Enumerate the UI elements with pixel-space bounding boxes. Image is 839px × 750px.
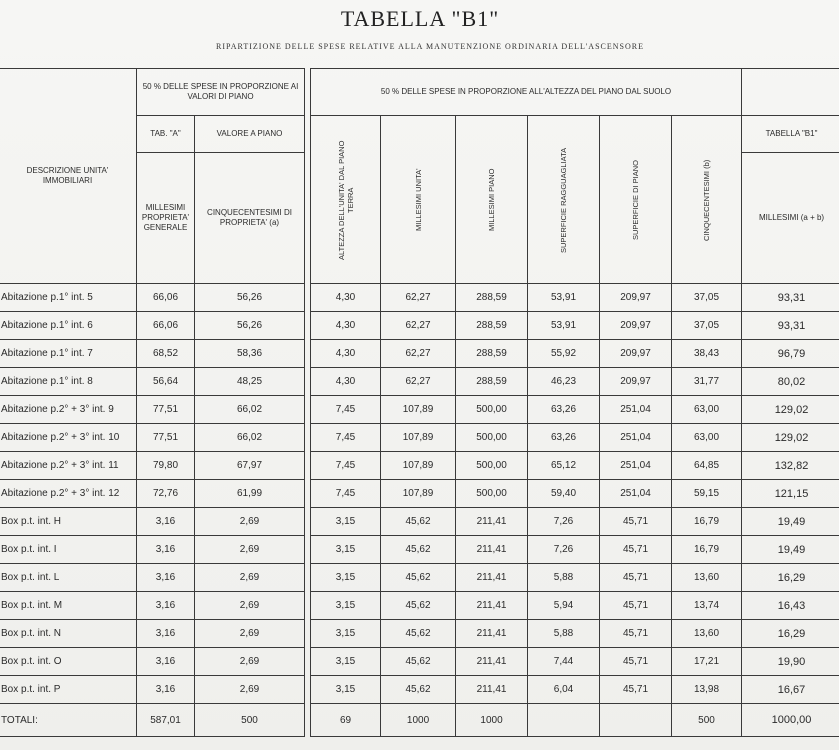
cell-sr: 53,91 xyxy=(528,284,600,312)
cell-cb: 16,79 xyxy=(672,536,742,564)
cell-mpg: 56,64 xyxy=(137,368,195,396)
row-description: Box p.t. int. P xyxy=(0,676,137,704)
cell-mu: 45,62 xyxy=(381,648,456,676)
header-empty-corner xyxy=(742,69,839,116)
cell-alt: 3,15 xyxy=(311,536,381,564)
row-description: Abitazione p.2° + 3° int. 10 xyxy=(0,424,137,452)
cell-alt: 4,30 xyxy=(311,368,381,396)
table-row xyxy=(0,424,839,452)
cell-sp: 209,97 xyxy=(600,284,672,312)
header-cinquecentesimi: CINQUECENTESIMI DI PROPRIETA' (a) xyxy=(195,153,305,284)
cell-mu: 62,27 xyxy=(381,284,456,312)
cell-cdp: 67,97 xyxy=(195,452,305,480)
cell-sr: 5,94 xyxy=(528,592,600,620)
table-row xyxy=(0,648,839,676)
totals-alt: 69 xyxy=(311,704,381,737)
cell-mp: 288,59 xyxy=(456,368,528,396)
cell-sr: 65,12 xyxy=(528,452,600,480)
cell-sr: 7,26 xyxy=(528,508,600,536)
cell-cb: 38,43 xyxy=(672,340,742,368)
cell-alt: 7,45 xyxy=(311,480,381,508)
cell-sp: 45,71 xyxy=(600,592,672,620)
cell-mpg: 3,16 xyxy=(137,536,195,564)
cell-cb: 13,98 xyxy=(672,676,742,704)
cell-mp: 500,00 xyxy=(456,424,528,452)
totals-row xyxy=(0,704,839,737)
totals-mp: 1000 xyxy=(456,704,528,737)
cell-cdp: 2,69 xyxy=(195,676,305,704)
header-cinquecentesimi-b: CINQUECENTESIMI (b) xyxy=(672,116,742,284)
cell-cb: 17,21 xyxy=(672,648,742,676)
totals-sr-empty xyxy=(528,704,600,737)
cell-alt: 3,15 xyxy=(311,592,381,620)
cell-alt: 7,45 xyxy=(311,396,381,424)
header-valore-piano: VALORE A PIANO xyxy=(195,116,305,153)
cell-mp: 288,59 xyxy=(456,312,528,340)
cell-mp: 500,00 xyxy=(456,452,528,480)
cell-sr: 53,91 xyxy=(528,312,600,340)
cell-cb: 16,79 xyxy=(672,508,742,536)
cell-cdp: 56,26 xyxy=(195,284,305,312)
table-row xyxy=(0,452,839,480)
cell-mp: 288,59 xyxy=(456,284,528,312)
table-row xyxy=(0,396,839,424)
row-description: Box p.t. int. L xyxy=(0,564,137,592)
row-description: Box p.t. int. O xyxy=(0,648,137,676)
cell-mu: 107,89 xyxy=(381,480,456,508)
cell-sr: 7,26 xyxy=(528,536,600,564)
cell-mp: 211,41 xyxy=(456,648,528,676)
cell-mab: 19,49 xyxy=(742,536,839,564)
row-description: Abitazione p.2° + 3° int. 9 xyxy=(0,396,137,424)
cell-mab: 19,90 xyxy=(742,648,839,676)
cell-cdp: 58,36 xyxy=(195,340,305,368)
cell-mpg: 3,16 xyxy=(137,620,195,648)
row-description: Box p.t. int. N xyxy=(0,620,137,648)
cell-mab: 16,43 xyxy=(742,592,839,620)
cell-sr: 6,04 xyxy=(528,676,600,704)
cell-mu: 62,27 xyxy=(381,312,456,340)
row-description: Abitazione p.1° int. 7 xyxy=(0,340,137,368)
cell-sp: 45,71 xyxy=(600,620,672,648)
cell-cb: 63,00 xyxy=(672,424,742,452)
header-group-a: 50 % DELLE SPESE IN PROPORZIONE AI VALORI DI PIANO xyxy=(137,69,305,116)
cell-mpg: 3,16 xyxy=(137,508,195,536)
header-superficie-piano: SUPERFICIE DI PIANO xyxy=(600,116,672,284)
cell-cb: 37,05 xyxy=(672,284,742,312)
table-row xyxy=(0,564,839,592)
table-row xyxy=(0,676,839,704)
table-row xyxy=(0,508,839,536)
row-description: Abitazione p.1° int. 6 xyxy=(0,312,137,340)
cell-mu: 62,27 xyxy=(381,340,456,368)
cell-mpg: 3,16 xyxy=(137,564,195,592)
cell-mpg: 66,06 xyxy=(137,312,195,340)
cell-cb: 13,74 xyxy=(672,592,742,620)
table-row xyxy=(0,536,839,564)
header-row-groups xyxy=(0,69,839,116)
cell-sp: 45,71 xyxy=(600,648,672,676)
row-description: Box p.t. int. M xyxy=(0,592,137,620)
cell-mp: 288,59 xyxy=(456,340,528,368)
header-descrizione: DESCRIZIONE UNITA' IMMOBILIARI xyxy=(0,69,137,284)
cell-sp: 45,71 xyxy=(600,676,672,704)
cell-sp: 209,97 xyxy=(600,312,672,340)
cell-cb: 63,00 xyxy=(672,396,742,424)
cell-cdp: 48,25 xyxy=(195,368,305,396)
cell-cdp: 2,69 xyxy=(195,592,305,620)
cell-alt: 7,45 xyxy=(311,424,381,452)
cell-mp: 500,00 xyxy=(456,480,528,508)
cell-sp: 209,97 xyxy=(600,340,672,368)
cell-mpg: 72,76 xyxy=(137,480,195,508)
cell-sp: 251,04 xyxy=(600,424,672,452)
cell-mu: 45,62 xyxy=(381,508,456,536)
header-altezza: ALTEZZA DELL'UNITA' DAL PIANO TERRA xyxy=(311,116,381,284)
table-row xyxy=(0,340,839,368)
cell-mab: 121,15 xyxy=(742,480,839,508)
cell-mu: 45,62 xyxy=(381,564,456,592)
row-description: Box p.t. int. H xyxy=(0,508,137,536)
cell-mab: 16,29 xyxy=(742,564,839,592)
totals-label: TOTALI: xyxy=(0,704,137,737)
cell-cb: 13,60 xyxy=(672,564,742,592)
row-description: Abitazione p.2° + 3° int. 11 xyxy=(0,452,137,480)
cell-alt: 3,15 xyxy=(311,564,381,592)
cell-mab: 16,29 xyxy=(742,620,839,648)
table-row xyxy=(0,620,839,648)
cell-sr: 5,88 xyxy=(528,564,600,592)
header-millesimi-ab: MILLESIMI (a + b) xyxy=(742,153,839,284)
cell-sp: 45,71 xyxy=(600,508,672,536)
cell-mpg: 66,06 xyxy=(137,284,195,312)
cell-mab: 132,82 xyxy=(742,452,839,480)
cell-sp: 209,97 xyxy=(600,368,672,396)
row-description: Abitazione p.2° + 3° int. 12 xyxy=(0,480,137,508)
cell-mu: 45,62 xyxy=(381,536,456,564)
cell-cb: 59,15 xyxy=(672,480,742,508)
cell-mp: 500,00 xyxy=(456,396,528,424)
cell-alt: 3,15 xyxy=(311,620,381,648)
header-tab-a: TAB. "A" xyxy=(137,116,195,153)
cell-mu: 45,62 xyxy=(381,676,456,704)
cell-mpg: 3,16 xyxy=(137,648,195,676)
cell-mab: 96,79 xyxy=(742,340,839,368)
cell-sr: 7,44 xyxy=(528,648,600,676)
cell-alt: 3,15 xyxy=(311,648,381,676)
cell-mpg: 79,80 xyxy=(137,452,195,480)
cell-cdp: 2,69 xyxy=(195,508,305,536)
cell-sr: 55,92 xyxy=(528,340,600,368)
header-millesimi-proprieta: MILLESIMI PROPRIETA' GENERALE xyxy=(137,153,195,284)
cell-mp: 211,41 xyxy=(456,536,528,564)
cell-sp: 45,71 xyxy=(600,564,672,592)
cell-mab: 129,02 xyxy=(742,424,839,452)
cell-sr: 63,26 xyxy=(528,424,600,452)
cell-cb: 13,60 xyxy=(672,620,742,648)
cell-mu: 62,27 xyxy=(381,368,456,396)
row-description: Abitazione p.1° int. 8 xyxy=(0,368,137,396)
cell-mpg: 3,16 xyxy=(137,592,195,620)
cell-cb: 37,05 xyxy=(672,312,742,340)
cell-alt: 3,15 xyxy=(311,676,381,704)
totals-cb: 500 xyxy=(672,704,742,737)
cell-cb: 31,77 xyxy=(672,368,742,396)
header-superficie-ragguagliata: SUPERFICIE RAGGUAGLIATA xyxy=(528,116,600,284)
cell-cdp: 66,02 xyxy=(195,396,305,424)
cell-mp: 211,41 xyxy=(456,508,528,536)
cell-cdp: 61,99 xyxy=(195,480,305,508)
cell-mp: 211,41 xyxy=(456,564,528,592)
totals-sp-empty xyxy=(600,704,672,737)
table-row xyxy=(0,368,839,396)
cell-mpg: 3,16 xyxy=(137,676,195,704)
cell-sr: 5,88 xyxy=(528,620,600,648)
cell-mab: 80,02 xyxy=(742,368,839,396)
table-row xyxy=(0,592,839,620)
cell-cdp: 2,69 xyxy=(195,648,305,676)
cell-mpg: 77,51 xyxy=(137,396,195,424)
cell-sp: 45,71 xyxy=(600,536,672,564)
cell-sp: 251,04 xyxy=(600,480,672,508)
cell-mu: 45,62 xyxy=(381,620,456,648)
cell-mpg: 68,52 xyxy=(137,340,195,368)
table-row xyxy=(0,312,839,340)
cell-cb: 64,85 xyxy=(672,452,742,480)
cell-alt: 7,45 xyxy=(311,452,381,480)
cell-mpg: 77,51 xyxy=(137,424,195,452)
table-row xyxy=(0,480,839,508)
cell-mab: 93,31 xyxy=(742,284,839,312)
cell-mab: 93,31 xyxy=(742,312,839,340)
cell-mu: 107,89 xyxy=(381,396,456,424)
cell-alt: 3,15 xyxy=(311,508,381,536)
cell-alt: 4,30 xyxy=(311,312,381,340)
cell-sr: 59,40 xyxy=(528,480,600,508)
cell-alt: 4,30 xyxy=(311,340,381,368)
cell-mu: 45,62 xyxy=(381,592,456,620)
cell-mu: 107,89 xyxy=(381,452,456,480)
page-title: TABELLA "B1" xyxy=(340,6,500,31)
row-description: Abitazione p.1° int. 5 xyxy=(0,284,137,312)
header-group-b: 50 % DELLE SPESE IN PROPORZIONE ALL'ALTEZZA DEL PIANO DAL SUOLO xyxy=(311,69,742,116)
totals-cdp: 500 xyxy=(195,704,305,737)
allocation-table xyxy=(0,68,839,737)
cell-cdp: 56,26 xyxy=(195,312,305,340)
cell-mp: 211,41 xyxy=(456,592,528,620)
header-millesimi-unita: MILLESIMI UNITA' xyxy=(381,116,456,284)
table-row xyxy=(0,284,839,312)
cell-sp: 251,04 xyxy=(600,452,672,480)
cell-mab: 19,49 xyxy=(742,508,839,536)
cell-mu: 107,89 xyxy=(381,424,456,452)
header-tabella-b1: TABELLA "B1" xyxy=(742,116,839,153)
totals-mab: 1000,00 xyxy=(742,704,839,737)
cell-sr: 63,26 xyxy=(528,396,600,424)
cell-cdp: 66,02 xyxy=(195,424,305,452)
cell-cdp: 2,69 xyxy=(195,564,305,592)
totals-mu: 1000 xyxy=(381,704,456,737)
cell-mp: 211,41 xyxy=(456,676,528,704)
row-description: Box p.t. int. I xyxy=(0,536,137,564)
cell-mab: 129,02 xyxy=(742,396,839,424)
cell-mab: 16,67 xyxy=(742,676,839,704)
cell-alt: 4,30 xyxy=(311,284,381,312)
column-gap xyxy=(305,153,311,284)
totals-mpg: 587,01 xyxy=(137,704,195,737)
cell-cdp: 2,69 xyxy=(195,620,305,648)
cell-sp: 251,04 xyxy=(600,396,672,424)
header-millesimi-piano: MILLESIMI PIANO xyxy=(456,116,528,284)
cell-cdp: 2,69 xyxy=(195,536,305,564)
cell-sr: 46,23 xyxy=(528,368,600,396)
page-subtitle: RIPARTIZIONE DELLE SPESE RELATIVE ALLA MANUTENZIONE ORDINARIA DELL'ASCENSORE xyxy=(216,42,644,51)
cell-mp: 211,41 xyxy=(456,620,528,648)
